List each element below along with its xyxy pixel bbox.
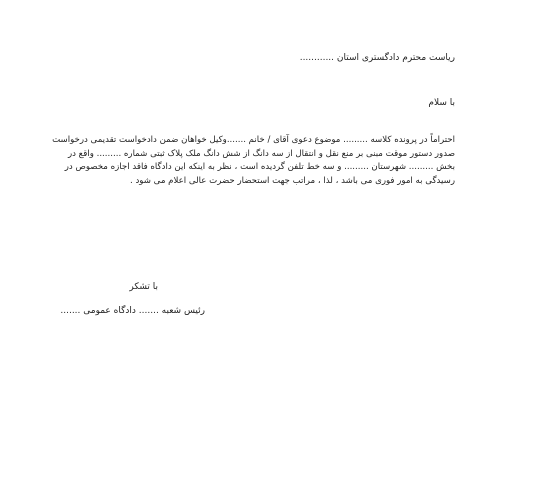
greeting-line: با سلام: [428, 98, 455, 108]
signature-line: رئیس شعبه ....... دادگاه عمومی .......: [60, 306, 205, 316]
body-line-4: رسیدگی به امور فوری می باشد ، لذا ، مراتب جهت استحضار حضرت عالی اعلام می شود .: [130, 175, 455, 186]
addressee-line: ریاست محترم دادگستری استان ............: [299, 53, 455, 63]
body-line-1: احتراماً در پرونده کلاسه ......... موضوع دعوی آقای / خانم .......وکیل خواهان ضمن دادخواست تقدیمی درخواست: [52, 135, 455, 145]
letter-body: [52, 134, 455, 188]
body-line-2: صدور دستور موقت مبنی بر منع نقل و انتقال از سه دانگ از شش دانگ ملک پلاک ثبتی شماره ......... واقع در: [67, 148, 455, 159]
body-line-3: بخش ......... شهرستان ......... و سه خط تلفن گردیده است ، نظر به اینکه این دادگاه فاقد اجازه مخصوص در: [64, 162, 455, 172]
closing-line: با تشکر: [129, 282, 158, 292]
